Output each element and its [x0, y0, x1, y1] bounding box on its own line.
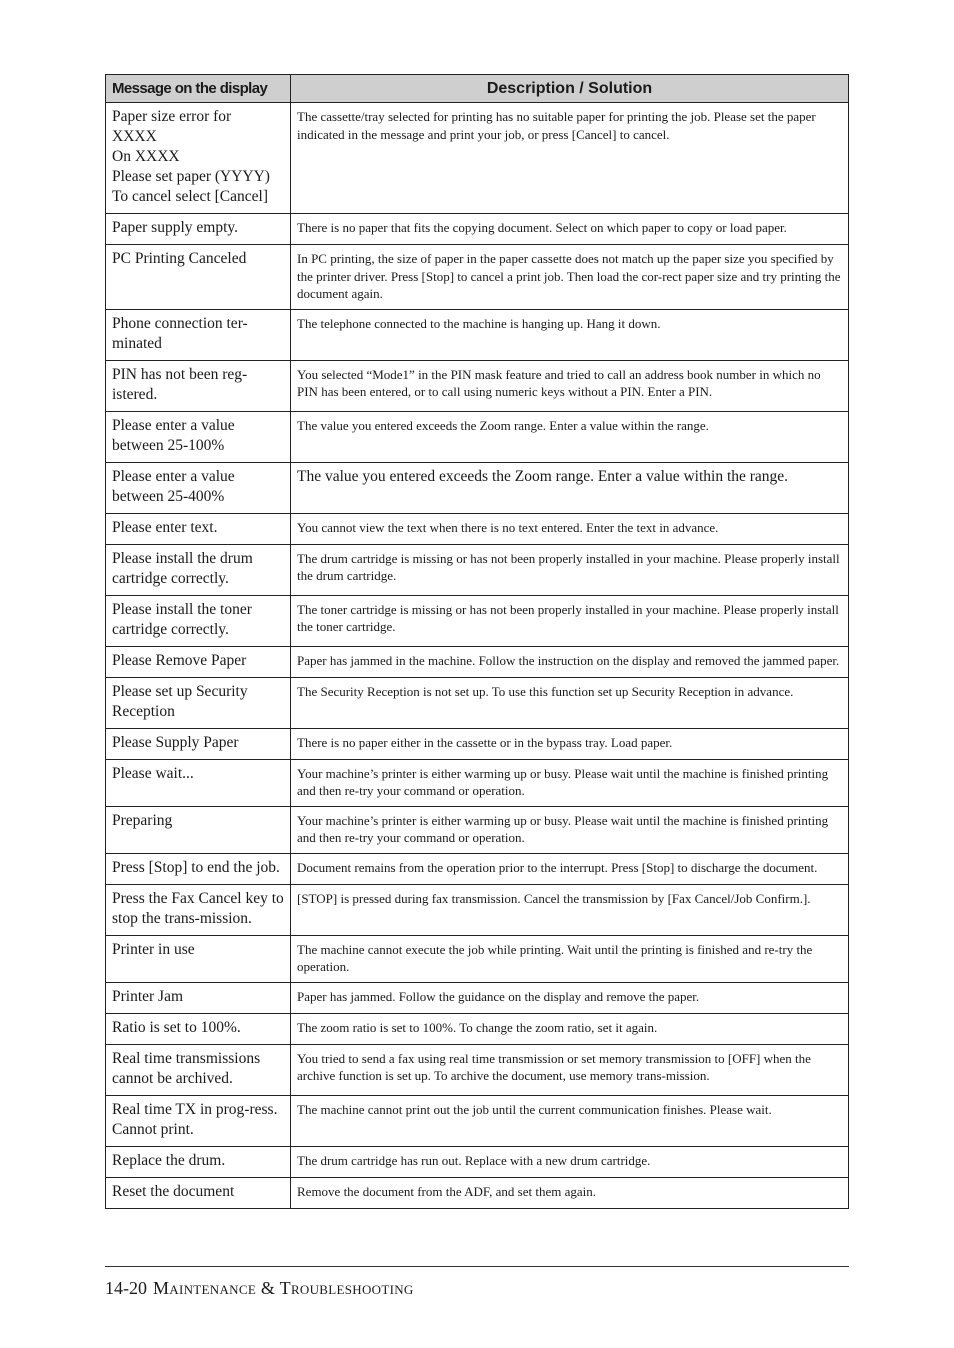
display-message-cell: Printer Jam [106, 982, 291, 1013]
description-cell: [STOP] is pressed during fax transmission. Cancel the transmission by [Fax Cancel/Job Confirm.]. [291, 884, 849, 935]
footer-divider [105, 1266, 849, 1267]
table-row [106, 103, 849, 214]
display-message-cell: Phone connection ter-minated [106, 309, 291, 360]
display-message-cell: Paper size error for XXXX On XXXX Please set paper (YYYY) To cancel select [Cancel] [106, 103, 291, 214]
table-row [106, 677, 849, 728]
table-row [106, 759, 849, 806]
description-cell: In PC printing, the size of paper in the paper cassette does not match up the paper size you specified by the printer driver. Press [Stop] to cancel a print job. Then load the cor-rect paper size and try printing the document again. [291, 245, 849, 310]
description-cell: Your machine’s printer is either warming up or busy. Please wait until the machine is finished printing and then re-try your command or operation. [291, 759, 849, 806]
display-message-cell: PIN has not been reg-istered. [106, 360, 291, 411]
troubleshooting-table-container [105, 74, 849, 1209]
table-row [106, 853, 849, 884]
description-cell: There is no paper either in the cassette or in the bypass tray. Load paper. [291, 728, 849, 759]
description-cell: The telephone connected to the machine is hanging up. Hang it down. [291, 309, 849, 360]
display-message-cell: Reset the document [106, 1177, 291, 1208]
table-row [106, 309, 849, 360]
display-message-cell: Please enter a value between 25-400% [106, 462, 291, 513]
description-cell: There is no paper that fits the copying document. Select on which paper to copy or load paper. [291, 214, 849, 245]
table-row [106, 1095, 849, 1146]
page-footer [105, 1278, 414, 1299]
description-cell: You selected “Mode1” in the PIN mask feature and tried to call an address book number in which no PIN has been entered, or to call using numeric keys without a PIN. Enter a PIN. [291, 360, 849, 411]
message-column-header: Message on the display [106, 75, 291, 103]
display-message-cell: Please set up Security Reception [106, 677, 291, 728]
display-message-cell: Please enter text. [106, 513, 291, 544]
page-number: 14-20 [105, 1278, 147, 1298]
table-row [106, 1146, 849, 1177]
section-title: Maintenance & Troubleshooting [153, 1278, 414, 1298]
table-row [106, 1044, 849, 1095]
table-row [106, 806, 849, 853]
description-cell: The machine cannot execute the job while printing. Wait until the printing is finished and re-try the operation. [291, 935, 849, 982]
table-row [106, 595, 849, 646]
table-header-row [106, 75, 849, 103]
table-row [106, 214, 849, 245]
display-message-cell: Please wait... [106, 759, 291, 806]
table-row [106, 513, 849, 544]
table-row [106, 1013, 849, 1044]
display-message-cell: Press [Stop] to end the job. [106, 853, 291, 884]
display-message-cell: Real time transmissions cannot be archived. [106, 1044, 291, 1095]
table-row [106, 935, 849, 982]
description-column-header: Description / Solution [291, 75, 849, 103]
description-cell: Paper has jammed in the machine. Follow the instruction on the display and removed the jammed paper. [291, 646, 849, 677]
display-message-cell: Press the Fax Cancel key to stop the trans-mission. [106, 884, 291, 935]
table-row [106, 646, 849, 677]
table-row [106, 360, 849, 411]
table-row [106, 411, 849, 462]
table-row [106, 462, 849, 513]
description-cell: The Security Reception is not set up. To use this function set up Security Reception in advance. [291, 677, 849, 728]
table-row [106, 884, 849, 935]
description-cell: Paper has jammed. Follow the guidance on the display and remove the paper. [291, 982, 849, 1013]
table-row [106, 544, 849, 595]
display-message-cell: Preparing [106, 806, 291, 853]
table-row [106, 245, 849, 310]
description-cell: Your machine’s printer is either warming up or busy. Please wait until the machine is finished printing and then re-try your command or operation. [291, 806, 849, 853]
description-cell: The machine cannot print out the job until the current communication finishes. Please wait. [291, 1095, 849, 1146]
display-message-cell: Please Supply Paper [106, 728, 291, 759]
description-cell: The value you entered exceeds the Zoom range. Enter a value within the range. [291, 411, 849, 462]
display-message-cell: Please Remove Paper [106, 646, 291, 677]
description-cell: Document remains from the operation prior to the interrupt. Press [Stop] to discharge the document. [291, 853, 849, 884]
description-cell: The cassette/tray selected for printing has no suitable paper for printing the job. Please set the paper indicated in the message and print your job, or press [Cancel] to cancel. [291, 103, 849, 214]
description-cell: The drum cartridge has run out. Replace with a new drum cartridge. [291, 1146, 849, 1177]
display-message-cell: PC Printing Canceled [106, 245, 291, 310]
description-cell: The toner cartridge is missing or has not been properly installed in your machine. Please properly install the toner cartridge. [291, 595, 849, 646]
display-message-cell: Paper supply empty. [106, 214, 291, 245]
troubleshooting-table [105, 74, 849, 1209]
display-message-cell: Printer in use [106, 935, 291, 982]
description-cell: The value you entered exceeds the Zoom range. Enter a value within the range. [291, 462, 849, 513]
display-message-cell: Replace the drum. [106, 1146, 291, 1177]
table-row [106, 1177, 849, 1208]
description-cell: The zoom ratio is set to 100%. To change the zoom ratio, set it again. [291, 1013, 849, 1044]
description-cell: You tried to send a fax using real time transmission or set memory transmission to [OFF] when the archive function is set up. To archive the document, use memory trans-mission. [291, 1044, 849, 1095]
display-message-cell: Please install the drum cartridge correctly. [106, 544, 291, 595]
table-body [106, 103, 849, 1209]
display-message-cell: Real time TX in prog-ress. Cannot print. [106, 1095, 291, 1146]
description-cell: The drum cartridge is missing or has not been properly installed in your machine. Please properly install the drum cartridge. [291, 544, 849, 595]
description-cell: Remove the document from the ADF, and set them again. [291, 1177, 849, 1208]
display-message-cell: Ratio is set to 100%. [106, 1013, 291, 1044]
display-message-cell: Please install the toner cartridge correctly. [106, 595, 291, 646]
table-row [106, 728, 849, 759]
description-cell: You cannot view the text when there is no text entered. Enter the text in advance. [291, 513, 849, 544]
table-row [106, 982, 849, 1013]
display-message-cell: Please enter a value between 25-100% [106, 411, 291, 462]
